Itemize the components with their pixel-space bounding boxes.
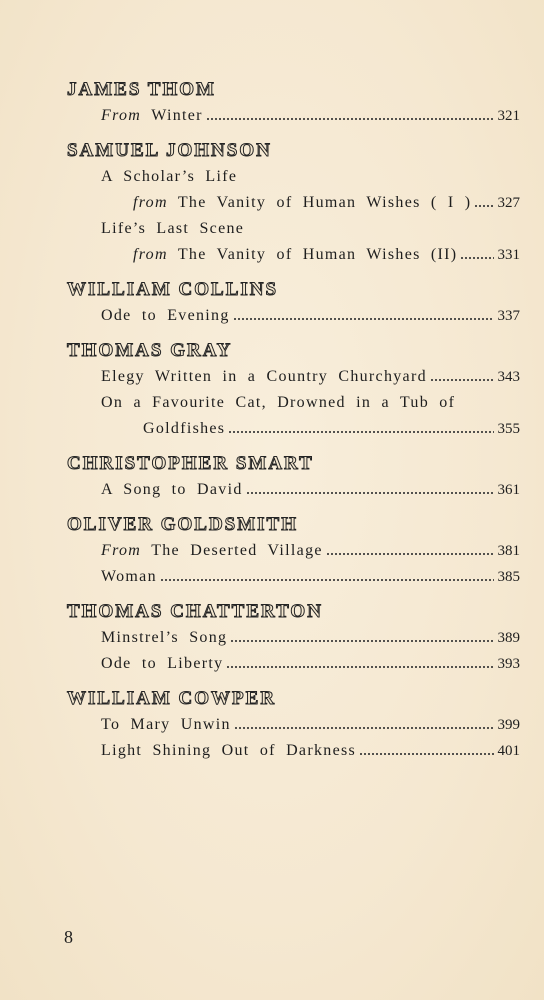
entry-prefix: from [133,194,168,211]
dot-leader [230,625,493,651]
toc-entry [0,738,544,764]
toc-entry [0,477,544,503]
entry-title [101,303,230,329]
toc-entry [0,538,544,564]
entry-title-text: A Song to David [101,481,243,498]
entry-title-text: Ode to Evening [101,307,230,324]
entry-title-text: Minstrel’s Song [101,629,228,646]
entry-title-text: Elegy Written in a Country Churchyard [101,368,427,385]
author-heading: WILLIAM COWPER [67,688,277,709]
toc-section [0,512,544,590]
toc-entry [0,216,544,242]
toc-entry [0,390,544,416]
dot-leader [474,190,493,216]
entry-title [101,364,427,390]
author-heading: CHRISTOPHER SMART [67,453,314,474]
entry-title [101,738,356,764]
author-heading: SAMUEL JOHNSON [67,140,272,161]
entry-prefix: From [101,107,142,124]
entry-title-text: The Vanity of Human Wishes (II) [177,246,458,263]
page-number: 337 [497,308,520,324]
entry-prefix: from [133,246,168,263]
page-number: 361 [497,482,520,498]
author-heading: THOMAS CHATTERTON [67,601,323,622]
author-heading: THOMAS GRAY [67,340,233,361]
dot-leader [246,477,494,503]
dot-leader [234,712,494,738]
toc-section [0,451,544,503]
dot-leader [206,103,494,129]
dot-leader [430,364,494,390]
entry-title [133,190,471,216]
entry-title [101,390,455,416]
page-number: 321 [497,108,520,124]
toc-entry [0,564,544,590]
dot-leader [233,303,494,329]
entry-title-text: The Vanity of Human Wishes ( I ) [177,194,472,211]
folio-page-number: 8 [64,927,73,947]
author-heading: WILLIAM COLLINS [67,279,279,300]
entry-title [101,103,203,129]
entry-title [101,216,244,242]
toc-section [0,338,544,442]
entry-title [101,625,227,651]
entry-title [101,651,223,677]
entry-title [133,242,457,268]
entry-title-text: Winter [151,107,203,124]
dot-leader [226,651,493,677]
page-number: 331 [497,247,520,263]
page-number: 385 [497,569,520,585]
toc-entry-source [0,190,544,216]
entry-title-text: A Scholar’s Life [101,168,238,185]
toc-entry-source [0,242,544,268]
page-number: 343 [497,369,520,385]
page-number: 393 [497,656,520,672]
toc-entry [0,103,544,129]
page-number: 355 [497,421,520,437]
entry-title-text: Life’s Last Scene [101,220,245,237]
entry-title [101,477,243,503]
dot-leader [228,416,493,442]
entry-title-text: On a Favourite Cat, Drowned in a Tub of [101,394,456,411]
entry-title [101,712,231,738]
entry-title-text: Goldfishes [143,420,226,437]
entry-title-text: The Deserted Village [151,542,323,559]
entry-title [143,416,225,442]
toc-section [0,77,544,129]
dot-leader [460,242,493,268]
toc-section [0,599,544,677]
dot-leader [326,538,494,564]
author-heading: OLIVER GOLDSMITH [67,514,299,535]
dot-leader [359,738,493,764]
entry-title-text: Light Shining Out of Darkness [101,742,357,759]
entry-title [101,538,323,564]
toc-entry [0,625,544,651]
entry-prefix: From [101,542,142,559]
toc-entry [0,303,544,329]
entry-title-text: Ode to Liberty [101,655,224,672]
toc-entry [0,712,544,738]
page-number: 381 [497,543,520,559]
dot-leader [160,564,494,590]
toc-section [0,277,544,329]
toc-entry [0,651,544,677]
page-number: 327 [497,195,520,211]
entry-title [101,164,237,190]
toc-section [0,686,544,764]
toc-section [0,138,544,268]
toc-entry [0,364,544,390]
entry-title [101,564,157,590]
table-of-contents [0,77,544,764]
author-heading: JAMES THOM [67,79,216,100]
toc-entry-continuation [0,416,544,442]
toc-entry [0,164,544,190]
entry-title-text: To Mary Unwin [101,716,231,733]
page-number: 389 [497,630,520,646]
page-number: 401 [497,743,520,759]
page-number: 399 [497,717,520,733]
entry-title-text: Woman [101,568,157,585]
